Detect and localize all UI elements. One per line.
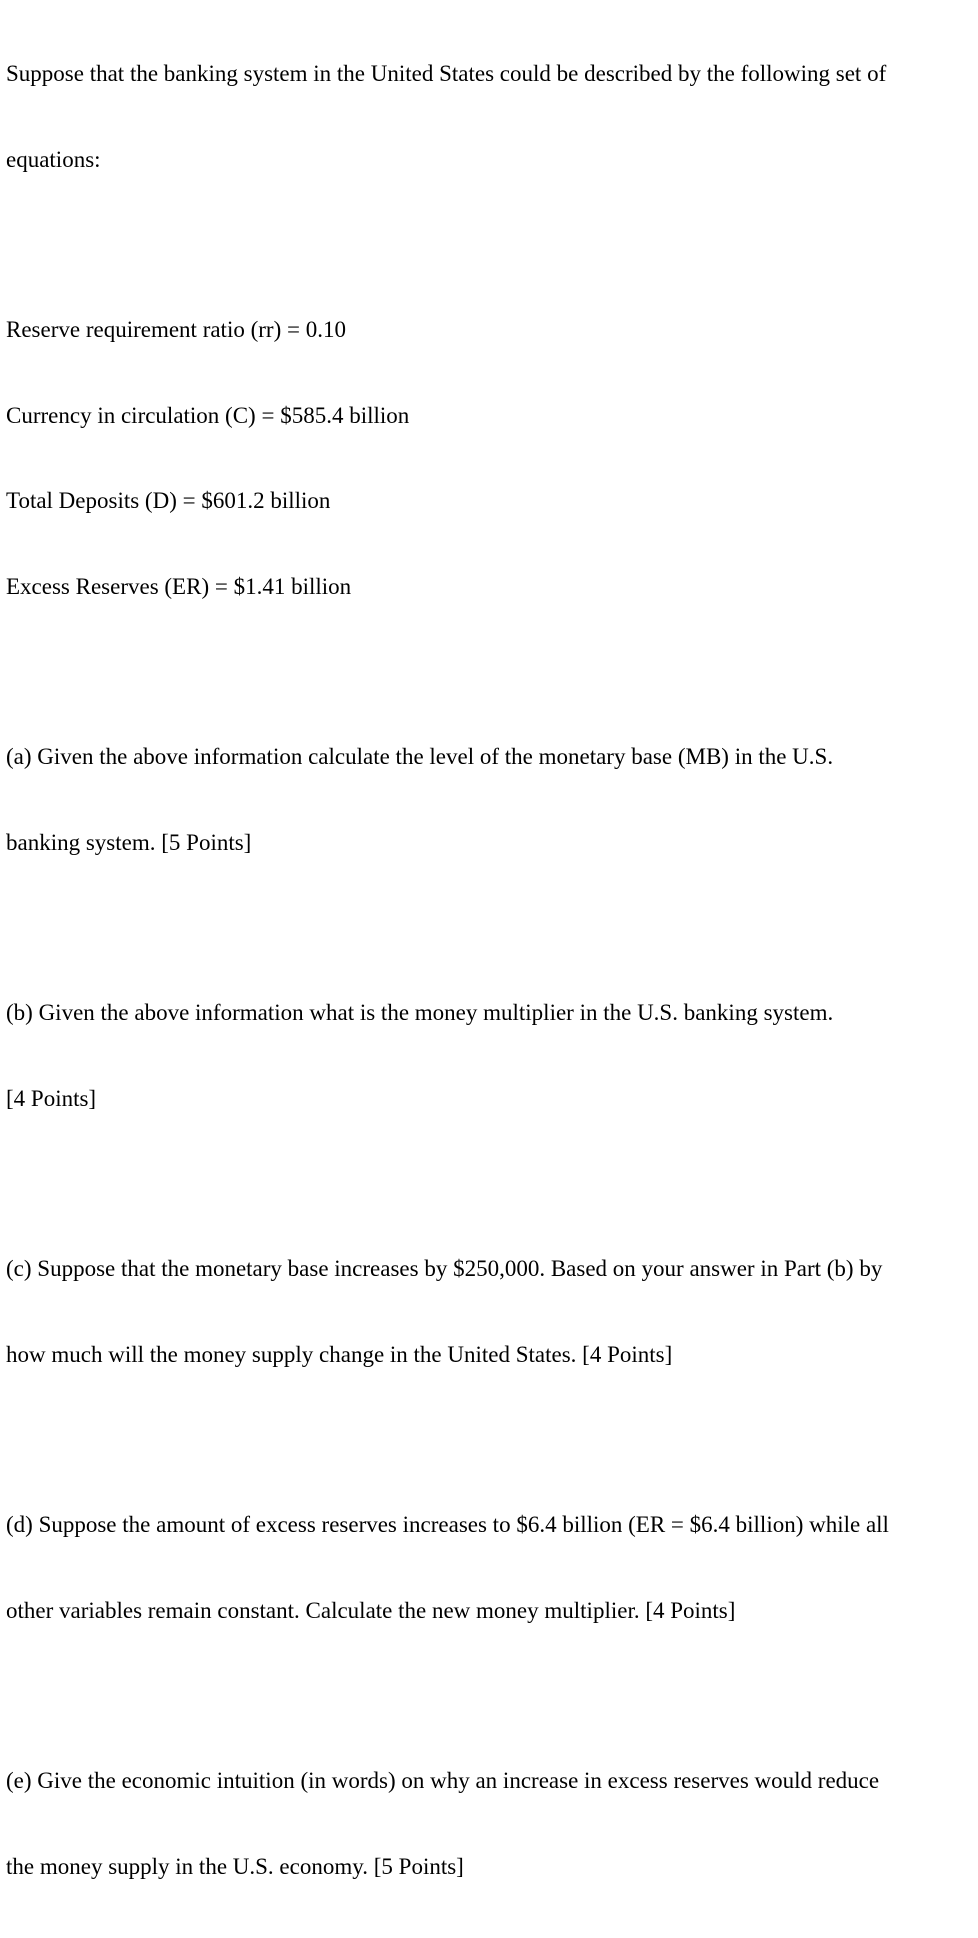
question-e-line-1: (e) Give the economic intuition (in words) on why an increase in excess reserves would reduce	[6, 1768, 880, 1793]
question-c	[6, 1198, 974, 1426]
question-a-line-1: (a) Given the above information calculate the level of the monetary base (MB) in the U.S.	[6, 744, 834, 769]
question-c-line-1: (c) Suppose that the monetary base increases by $250,000. Based on your answer in Part (b) by	[6, 1256, 883, 1281]
question-b-line-2: [4 Points]	[6, 1085, 97, 1111]
question-d	[6, 1454, 974, 1682]
given-reserve-requirement: Reserve requirement ratio (rr) = 0.10	[6, 317, 346, 342]
question-e	[6, 1710, 974, 1938]
given-deposits: Total Deposits (D) = $601.2 billion	[6, 488, 331, 513]
question-d-line-1: (d) Suppose the amount of excess reserves increases to $6.4 billion (ER = $6.4 billion) while all	[6, 1512, 889, 1537]
question-list	[6, 686, 974, 1938]
question-a	[6, 686, 974, 914]
intro-line-2: equations:	[6, 146, 101, 172]
question-a-line-2: banking system. [5 Points]	[6, 829, 252, 855]
intro-line-1: Suppose that the banking system in the United States could be described by the following set of	[6, 61, 887, 86]
intro-paragraph	[6, 3, 974, 231]
question-b-line-1: (b) Given the above information what is the money multiplier in the U.S. banking system.	[6, 1000, 834, 1025]
question-b	[6, 942, 974, 1170]
problem-document	[6, 3, 974, 1938]
given-excess-reserves: Excess Reserves (ER) = $1.41 billion	[6, 573, 352, 599]
given-currency: Currency in circulation (C) = $585.4 billion	[6, 402, 410, 428]
given-equations	[6, 259, 974, 658]
question-d-line-2: other variables remain constant. Calculate the new money multiplier. [4 Points]	[6, 1597, 736, 1623]
question-c-line-2: how much will the money supply change in the United States. [4 Points]	[6, 1341, 673, 1367]
question-e-line-2: the money supply in the U.S. economy. [5 Points]	[6, 1853, 464, 1879]
